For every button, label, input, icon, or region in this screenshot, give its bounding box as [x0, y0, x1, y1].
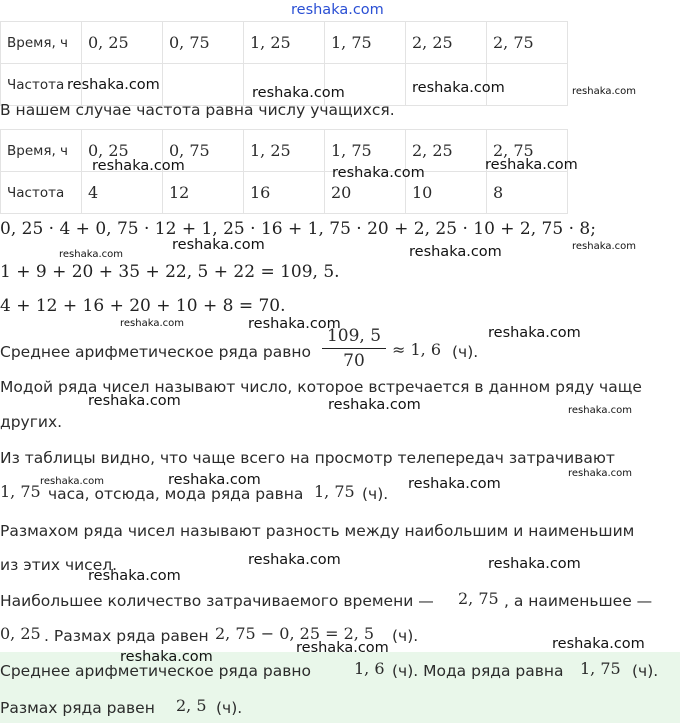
range-text-line-1: Наибольшее количество затрачиваемого времени —	[0, 592, 434, 610]
range-max-value: 2, 75	[458, 589, 499, 608]
watermark[interactable]: reshaka.com	[92, 158, 185, 174]
watermark[interactable]: reshaka.com	[120, 318, 184, 329]
watermark[interactable]: reshaka.com	[485, 157, 578, 173]
mode-value-a: 1, 75	[0, 482, 41, 501]
mean-fraction-numerator: 109, 5	[326, 326, 382, 346]
equation-sum-result: 1 + 9 + 20 + 35 + 22, 5 + 22 = 109, 5.	[0, 262, 340, 282]
watermark[interactable]: reshaka.com	[572, 86, 636, 97]
mode-definition-line-2: других.	[0, 413, 63, 431]
mean-unit: (ч).	[452, 343, 479, 361]
table-cell: 16	[244, 172, 325, 214]
range-definition-line-1: Размахом ряда чисел называют разность между наибольшим и наименьшим	[0, 522, 635, 540]
watermark[interactable]: reshaka.com	[248, 316, 341, 332]
answer-mode-text: (ч). Мода ряда равна	[392, 662, 564, 680]
watermark[interactable]: reshaka.com	[252, 85, 345, 101]
watermark[interactable]: reshaka.com	[572, 241, 636, 252]
watermark[interactable]: reshaka.com	[88, 568, 181, 584]
intro-text: В нашем случае частота равна числу учащихся.	[0, 101, 395, 119]
table-cell: 10	[406, 172, 487, 214]
mean-text: Среднее арифметическое ряда равно	[0, 343, 311, 361]
table-cell: 1, 75	[325, 22, 406, 64]
watermark[interactable]: reshaka.com	[412, 80, 505, 96]
table-cell: 1, 25	[244, 22, 325, 64]
table-cell: 0, 25	[82, 130, 163, 172]
equation-weighted-sum: 0, 25 · 4 + 0, 75 · 12 + 1, 25 · 16 + 1, 75 · 20 + 2, 25 · 10 + 2, 75 · 8;	[0, 219, 596, 239]
watermark[interactable]: reshaka.com	[408, 476, 501, 492]
table-cell: 2, 25	[406, 130, 487, 172]
range-calculation: 2, 75 − 0, 25 = 2, 5	[215, 624, 375, 643]
answer-mean-value: 1, 6	[354, 659, 385, 678]
watermark[interactable]: reshaka.com	[88, 393, 181, 409]
table-cell: 0, 75	[163, 130, 244, 172]
table-cell: 0, 75	[163, 22, 244, 64]
table-cell: 4	[82, 172, 163, 214]
table-header-cell: Частота	[1, 64, 82, 106]
mean-result: ≈ 1, 6	[392, 340, 442, 359]
table-cell: 0, 25	[82, 22, 163, 64]
range-min-value: 0, 25	[0, 624, 41, 643]
mean-fraction-denominator: 70	[343, 351, 365, 371]
table-cell: 2, 25	[406, 22, 487, 64]
watermark[interactable]: reshaka.com	[552, 636, 645, 652]
table-row	[1, 172, 568, 214]
watermark[interactable]: reshaka.com	[296, 640, 389, 656]
answer-mean-text: Среднее арифметическое ряда равно	[0, 662, 311, 680]
watermark[interactable]: reshaka.com	[409, 244, 502, 260]
watermark[interactable]: reshaka.com	[488, 325, 581, 341]
table-header-cell: Время, ч	[1, 22, 82, 64]
table-header-cell: Частота	[1, 172, 82, 214]
watermark[interactable]: reshaka.com	[40, 476, 104, 487]
answer-range-text: Размах ряда равен	[0, 699, 155, 717]
table-row	[1, 130, 568, 172]
fraction-bar	[322, 348, 386, 349]
range-text-line-1-end: , а наименьшее —	[504, 592, 653, 610]
watermark[interactable]: reshaka.com	[67, 77, 160, 93]
watermark[interactable]: reshaka.com	[488, 556, 581, 572]
answer-range-unit: (ч).	[216, 699, 243, 717]
watermark[interactable]: reshaka.com	[172, 237, 265, 253]
answer-block	[0, 652, 680, 723]
table-cell: 2, 75	[487, 22, 568, 64]
range-definition-line-2: из этих чисел.	[0, 556, 118, 574]
watermark[interactable]: reshaka.com	[248, 552, 341, 568]
watermark[interactable]: reshaka.com	[59, 249, 123, 260]
range-unit: (ч).	[392, 627, 419, 645]
table-row	[1, 22, 568, 64]
watermark-top[interactable]: reshaka.com	[291, 2, 384, 18]
table-cell: 2, 75	[487, 130, 568, 172]
mode-unit: (ч).	[362, 485, 389, 503]
table-cell: 20	[325, 172, 406, 214]
table-cell: 1, 75	[325, 130, 406, 172]
answer-range-value: 2, 5	[176, 696, 207, 715]
answer-mode-value: 1, 75	[580, 659, 621, 678]
table-cell: 8	[487, 172, 568, 214]
watermark[interactable]: reshaka.com	[332, 165, 425, 181]
watermark[interactable]: reshaka.com	[168, 472, 261, 488]
range-text-line-2: . Размах ряда равен	[44, 627, 209, 645]
watermark[interactable]: reshaka.com	[568, 405, 632, 416]
watermark[interactable]: reshaka.com	[328, 397, 421, 413]
table-cell: 1, 25	[244, 130, 325, 172]
mode-definition-line-1: Модой ряда чисел называют число, которое встречается в данном ряду чаще	[0, 378, 642, 396]
table-header-cell: Время, ч	[1, 130, 82, 172]
mode-text-line-2: часа, отсюда, мода ряда равна	[48, 485, 304, 503]
watermark[interactable]: reshaka.com	[120, 649, 213, 665]
equation-frequency-sum: 4 + 12 + 16 + 20 + 10 + 8 = 70.	[0, 296, 286, 316]
time-frequency-table-2	[0, 129, 568, 214]
table-cell: 12	[163, 172, 244, 214]
watermark[interactable]: reshaka.com	[568, 468, 632, 479]
mode-value-b: 1, 75	[314, 482, 355, 501]
mode-text-line-1: Из таблицы видно, что чаще всего на просмотр телепередач затрачивают	[0, 449, 615, 467]
answer-mode-unit: (ч).	[632, 662, 659, 680]
